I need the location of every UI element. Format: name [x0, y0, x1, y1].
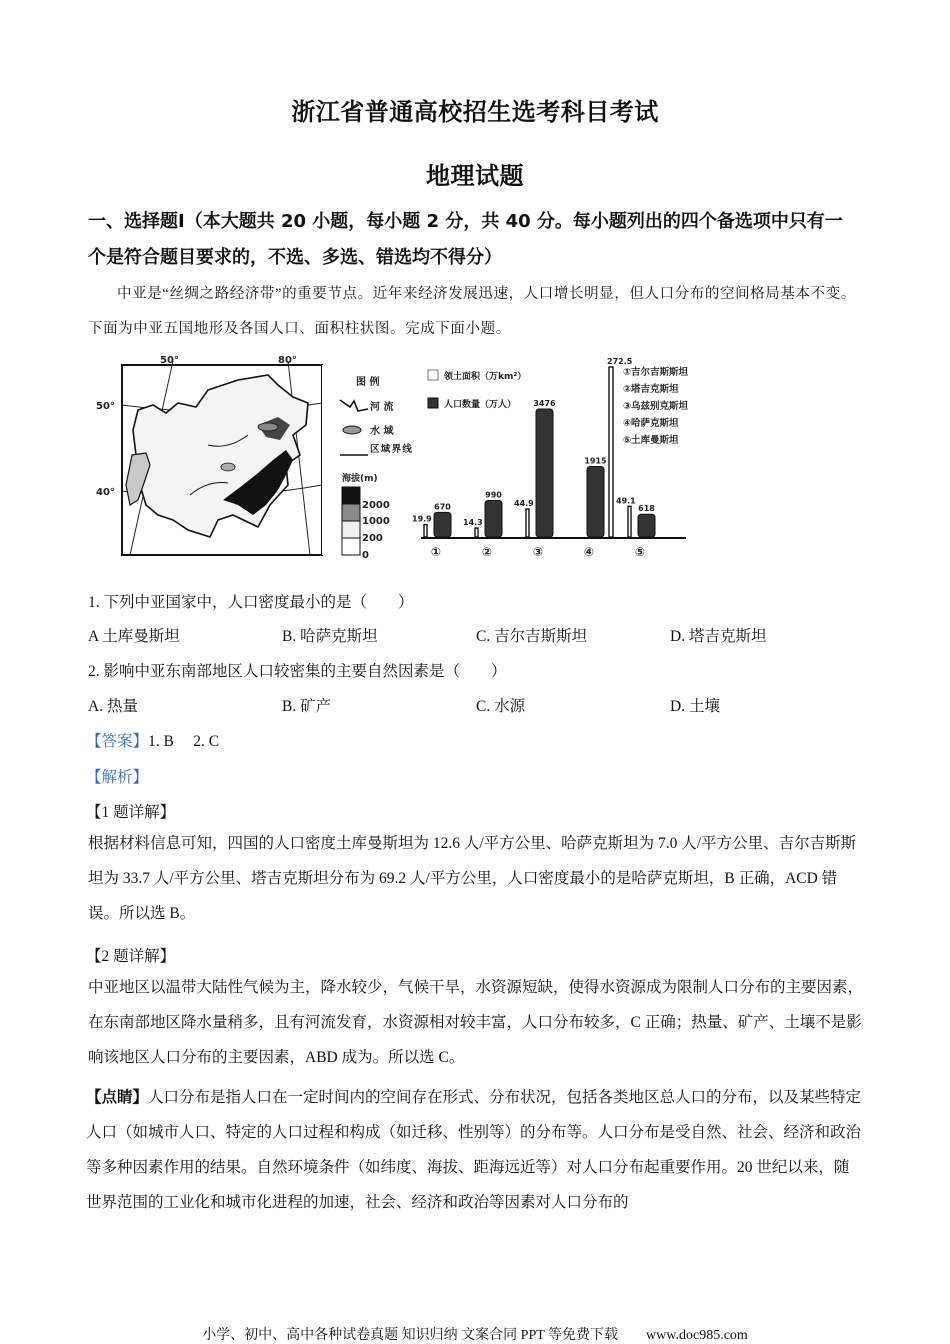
category-label: ②: [481, 545, 493, 559]
elevation-swatch-lowest: [342, 538, 360, 555]
elevation-tick: 200: [362, 533, 383, 544]
elevation-tick: 2000: [362, 500, 390, 511]
area-bar: [628, 506, 631, 537]
aral-sea: [221, 463, 235, 471]
option-b[interactable]: B. 矿产: [282, 698, 332, 715]
population-value-label: 3476: [533, 399, 556, 408]
water-body-icon: [343, 426, 361, 434]
country-legend-item: ①吉尔吉斯斯坦: [623, 367, 689, 378]
footer-text: 小学、初中、高中各种试卷真题 知识归纳 文案合同 PPT 等免费下载 www.doc985.com: [202, 1328, 748, 1343]
q2-detail-label: 【2 题详解】: [86, 948, 176, 965]
section-heading-line1: 一、选择题Ⅰ（本大题共 20 小题，每小题 2 分，共 40 分。每小题列出的四个备选项中只有一: [88, 211, 843, 232]
elevation-swatch-high: [342, 487, 360, 504]
section-heading-line2: 个是符合题目要求的，不选、多选、错选均不得分）: [88, 247, 502, 268]
exam-subtitle: 地理试题: [426, 162, 524, 190]
river-icon: [340, 400, 368, 411]
area-bar: [475, 528, 478, 537]
option-d[interactable]: D. 土壤: [670, 698, 720, 715]
country-legend-item: ④哈萨克斯坦: [623, 418, 679, 429]
tip-text: 人口分布是指人口在一定时间内的空间存在形式、分布状况，包括各类地区总人口的分布，以及某些特定人口（如城市人口、特定的人口过程和构成（如迁移、性别等）的分布等。人口分布是受自然、社会、经济和政治等多种因素作用的结果。自然环境条件（如纬度、海拔、距海远近等）对人口分布起重要作用。20 世纪以来，随世界范围的工业化和城市化进程的加速，社会、经济和政治等因素对人口分布的: [86, 1089, 862, 1211]
lon-label: 50°: [160, 355, 179, 366]
option-a[interactable]: A. 热量: [88, 698, 138, 715]
area-bar: [609, 367, 613, 537]
area-value-label: 14.3: [463, 518, 483, 528]
lat-label: 40°: [96, 487, 115, 498]
bar-chart: [412, 357, 689, 559]
country-legend-item: ③乌兹别克斯坦: [623, 401, 689, 412]
area-bar: [526, 509, 529, 537]
area-value-label: 49.1: [616, 496, 636, 506]
figure-svg: [94, 355, 728, 570]
intro-paragraph: 中亚是“丝绸之路经济带”的重要节点。近年来经济发展迅速，人口增长明显，但人口分布的空间格局基本不变。下面为中亚五国地形及各国人口、面积柱状图。完成下面小题。: [88, 286, 856, 337]
option-c[interactable]: C. 吉尔吉斯斯坦: [476, 628, 588, 645]
category-label: ③: [532, 545, 544, 559]
lon-label: 80°: [278, 355, 297, 366]
population-value-label: 618: [638, 504, 655, 514]
q2-detail-text: 中亚地区以温带大陆性气候为主，降水较少，气候干旱，水资源短缺，使得水资源成为限制人口分布的主要因素，在东南部地区降水量稍多，且有河流发育，水资源相对较丰富，人口分布较多，C 正确；热量、矿产、土壤不是影响该地区人口分布的主要因素，ABD 成为。所以选 C。: [88, 979, 864, 1066]
lat-label: 50°: [96, 401, 115, 412]
area-bar: [424, 525, 427, 537]
elevation-swatch-low: [342, 521, 360, 538]
option-b[interactable]: B. 哈萨克斯坦: [282, 628, 378, 645]
area-value-label: 19.9: [412, 514, 432, 524]
population-value-label: 1915: [584, 456, 607, 466]
category-label: ①: [430, 545, 442, 559]
question-2-options: [88, 694, 868, 716]
country-legend-item: ⑤土库曼斯坦: [623, 435, 679, 446]
terrain-map: [96, 355, 412, 561]
lake-balkhash: [258, 423, 278, 431]
population-bar: [587, 466, 604, 537]
question-1-stem: 1. 下列中亚国家中，人口密度最小的是（ ）: [88, 594, 414, 611]
question-2-stem: 2. 影响中亚东南部地区人口较密集的主要自然因素是（ ）: [88, 663, 507, 680]
answer-line: [86, 729, 219, 751]
area-value-label: 272.5: [607, 357, 633, 366]
legend-series-label: 领土面积（万km²）: [444, 372, 527, 382]
area-value-label: 44.9: [514, 498, 534, 508]
category-label: ④: [583, 545, 595, 559]
legend-label: 河 流: [370, 402, 394, 413]
population-bar: [434, 512, 451, 537]
q1-detail-label: 【1 题详解】: [86, 804, 176, 821]
category-label: ⑤: [634, 545, 646, 559]
question-1-options: [88, 624, 868, 646]
elevation-tick: 1000: [362, 516, 390, 527]
country-legend-item: ②塔吉克斯坦: [623, 384, 679, 395]
elevation-swatch-mid: [342, 504, 360, 521]
population-bar: [638, 514, 655, 537]
population-bar: [485, 501, 502, 537]
option-a[interactable]: A 土库曼斯坦: [88, 628, 180, 645]
option-c[interactable]: C. 水源: [476, 698, 526, 715]
tip-label: 【点睛】: [86, 1089, 149, 1106]
legend-label: 区 域 界 线: [370, 444, 411, 455]
option-d[interactable]: D. 塔吉克斯坦: [670, 628, 767, 645]
answer-label: 【答案】: [86, 733, 149, 750]
population-value-label: 670: [434, 502, 451, 512]
legend-label: 水 域: [370, 426, 394, 437]
population-bar: [536, 409, 553, 537]
elevation-tick: 0: [362, 550, 369, 561]
legend-title: 图 例: [356, 377, 380, 388]
legend-series-label: 人口数量（万人）: [444, 400, 517, 410]
figure: [94, 355, 728, 570]
population-value-label: 990: [485, 490, 502, 500]
elevation-title: 海拔(m): [342, 474, 378, 484]
tip-paragraph: [86, 1080, 862, 1220]
legend-swatch-population: [428, 398, 438, 408]
analysis-label: 【解析】: [86, 769, 149, 786]
answer-text: 1. B 2. C: [148, 733, 220, 750]
section-heading: [88, 204, 868, 276]
legend-swatch-area: [428, 370, 438, 380]
q1-detail-text: 根据材料信息可知，四国的人口密度土库曼斯坦为 12.6 人/平方公里、哈萨克斯坦为 7.0 人/平方公里、吉尔吉斯斯坦为 33.7 人/平方公里、塔吉克斯坦分布为 69.2 人/平方公里，人口密度最小的是哈萨克斯坦，B 正确，ACD 错误。所以选 B。: [88, 835, 857, 922]
exam-title: 浙江省普通高校招生选考科目考试: [291, 98, 659, 126]
